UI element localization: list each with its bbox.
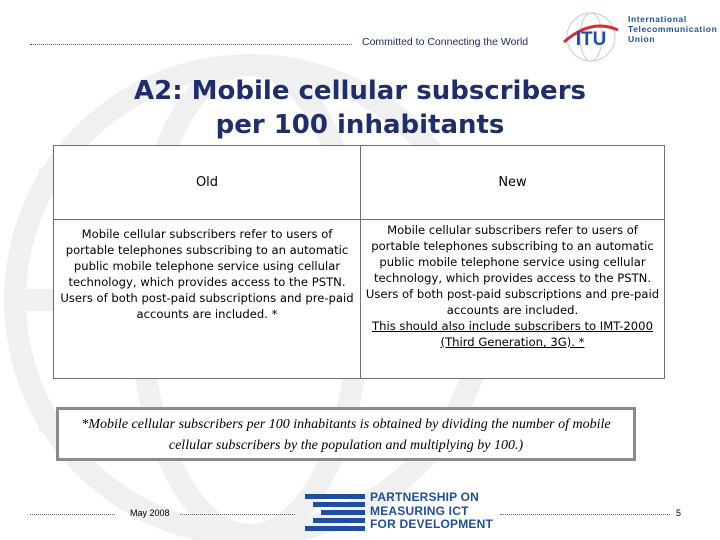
title-line-1: A2: Mobile cellular subscribers (134, 76, 586, 106)
header-divider (30, 44, 352, 45)
page-number: 5 (676, 508, 682, 518)
partnership-line-3: FOR DEVELOPMENT (370, 517, 494, 531)
partnership-name (370, 491, 493, 532)
old-definition-text: Mobile cellular subscribers refer to users of portable telephones subscribing to an automatic public mobile telephone service using cellular technology, which provides access to the PSTN. Users of both post-paid subscriptions and pre-paid accounts are included. * (60, 227, 354, 321)
partnership-line-1: PARTNERSHIP ON (370, 490, 480, 504)
slide-title (60, 74, 660, 142)
footnote-box (56, 407, 636, 461)
org-line-3: Union (628, 34, 656, 44)
new-definition-cell (361, 220, 665, 379)
column-header-old: Old (54, 146, 361, 220)
itu-logo-icon (556, 8, 626, 66)
slogan: Committed to Connecting the World (362, 36, 529, 48)
new-definition-addition: This should also include subscribers to IMT-2000 (Third Generation, 3G). * (372, 319, 653, 349)
footer-divider-right (500, 514, 670, 515)
title-line-2: per 100 inhabitants (215, 110, 505, 140)
organization-name (628, 14, 717, 44)
org-line-1: International (628, 14, 687, 24)
partnership-line-2: MEASURING ICT (370, 503, 469, 518)
table-row (54, 220, 665, 379)
old-definition-cell (54, 220, 361, 379)
footer-divider-left (30, 514, 115, 515)
itu-logo-text: ITU (575, 29, 607, 50)
footer-divider-middle (180, 514, 295, 515)
footer-date: May 2008 (130, 508, 170, 518)
definition-comparison-table (53, 145, 665, 379)
table-header-row (54, 146, 665, 220)
org-line-2: Telecommunication (628, 24, 718, 34)
new-definition-text: Mobile cellular subscribers refer to users of portable telephones subscribing to an automatic public mobile telephone service using cellular technology, which provides access to the PSTN. Users of both post-paid subscriptions and pre-paid accounts are included. (365, 223, 660, 317)
footnote-text: *Mobile cellular subscribers per 100 inhabitants is obtained by dividing the number of mobile cellular subscribers by the population and multiplying by 100.) (81, 417, 611, 453)
column-header-new: New (361, 146, 665, 220)
